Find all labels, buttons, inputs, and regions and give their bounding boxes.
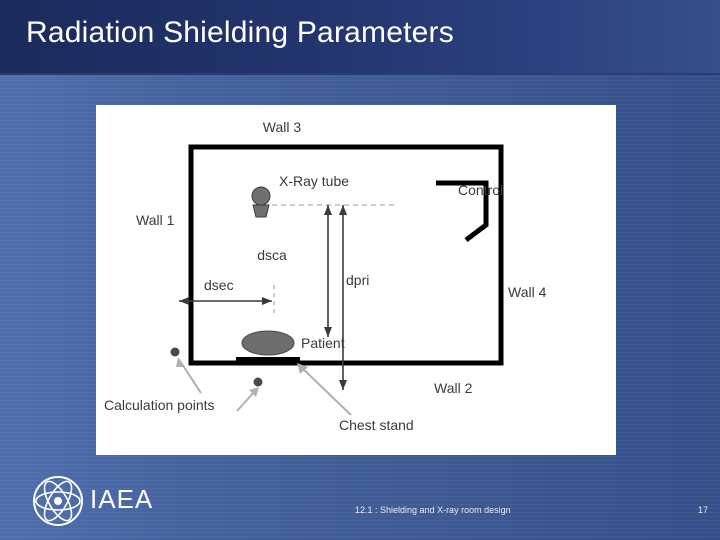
xray-tube-icon [252, 187, 270, 217]
patient-icon [236, 331, 300, 361]
dsca-label: dsca [257, 247, 287, 263]
iaea-logo [30, 474, 200, 528]
iaea-logo-text: IAEA [90, 484, 154, 514]
xray-tube-label: X-Ray tube [279, 173, 350, 189]
page-number: 17 [697, 505, 708, 515]
wall3-label: Wall 3 [262, 119, 302, 135]
wall1-label: Wall 1 [136, 212, 175, 228]
calculation-points-label: Calculation points [104, 397, 215, 413]
control-label: Control [458, 182, 504, 198]
patient-label: Patient [301, 335, 345, 351]
diagram-svg [96, 105, 616, 455]
dsca-dimension-arrow [324, 205, 332, 337]
calculation-point-dot-2 [254, 378, 263, 387]
dpri-label: dpri [346, 272, 370, 288]
calculation-point-leader-2 [237, 387, 259, 411]
page-title: Radiation Shielding Parameters [26, 16, 454, 49]
atom-icon [30, 474, 86, 528]
room-layout-diagram [96, 105, 616, 455]
wall2-label: Wall 2 [434, 380, 473, 396]
dsec-label: dsec [204, 277, 234, 293]
title-bar [0, 0, 720, 75]
calculation-point-dot-1 [171, 348, 180, 357]
chest-stand-label: Chest stand [339, 417, 414, 433]
wall4-label: Wall 4 [508, 284, 547, 300]
footer-note: 12.1 : Shielding and X-ray room design [355, 505, 511, 515]
